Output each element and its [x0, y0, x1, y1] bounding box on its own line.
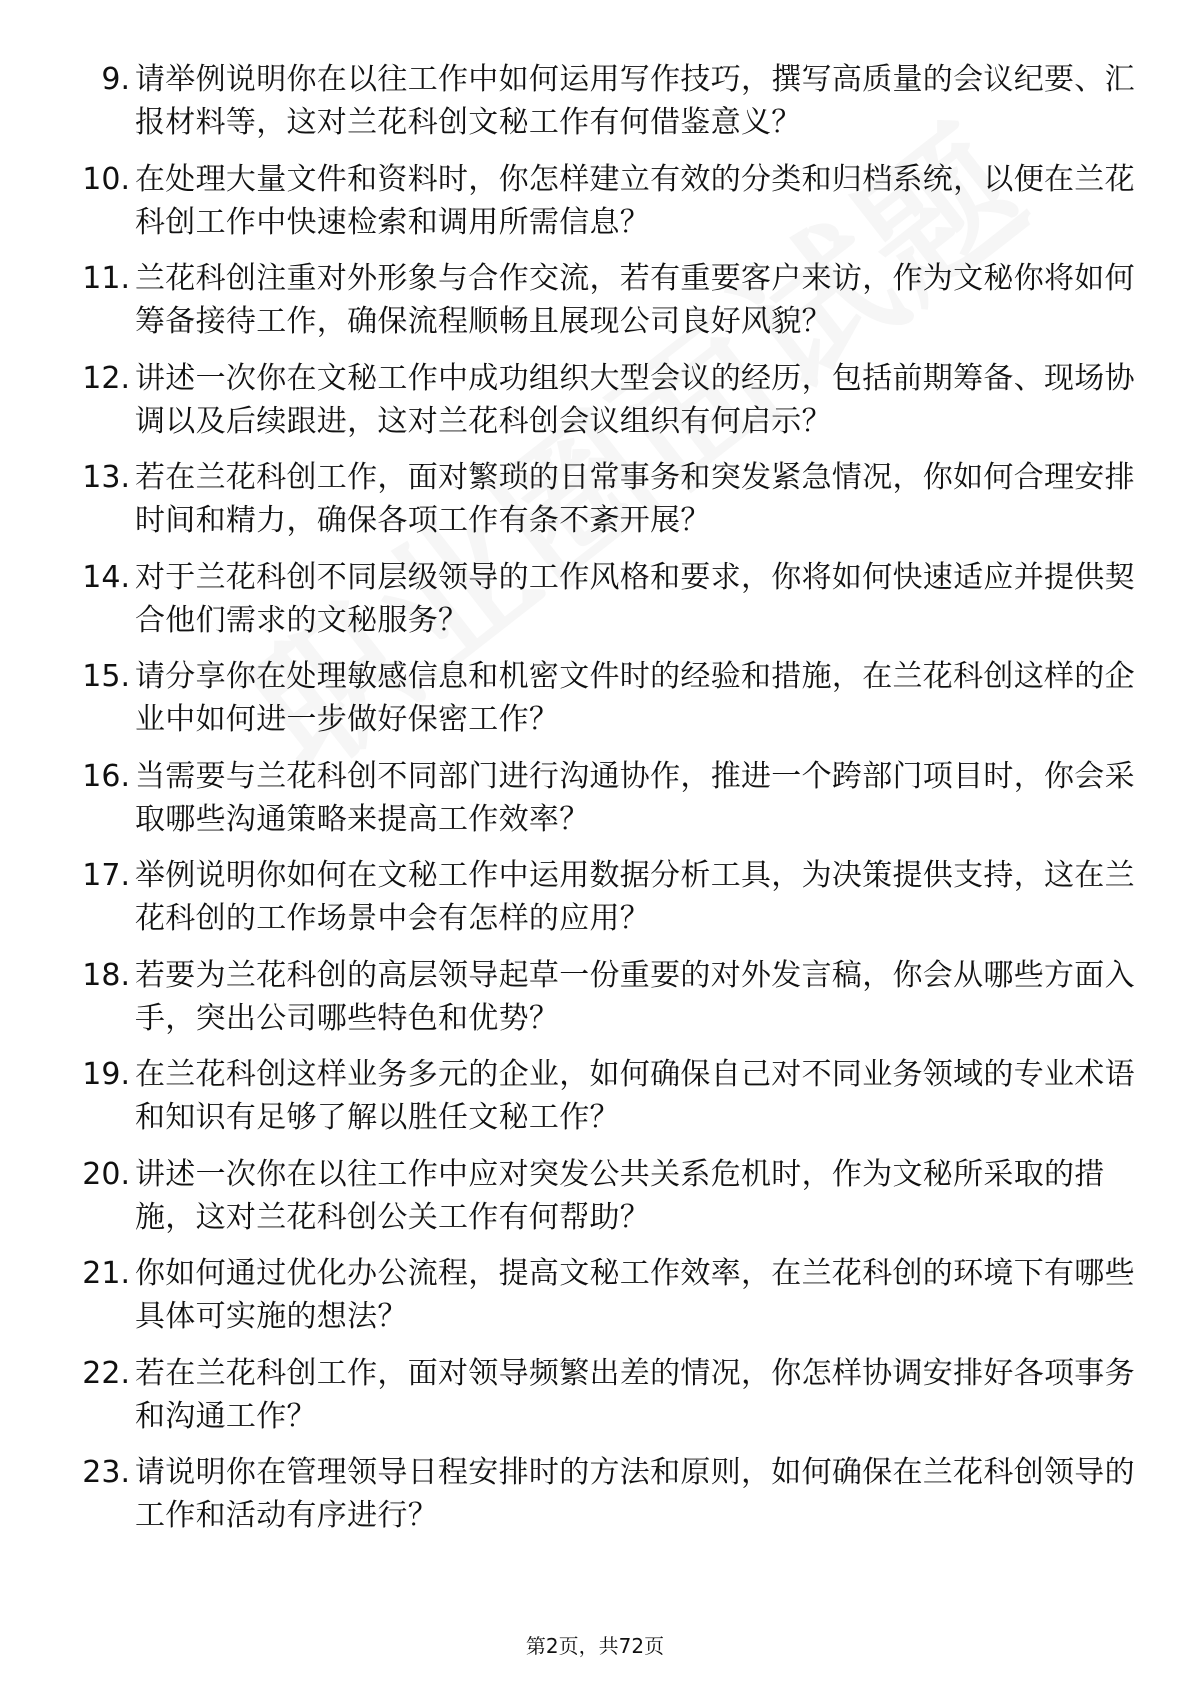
question-text: 请分享你在处理敏感信息和机密文件时的经验和措施，在兰花科创这样的企业中如何进一步做好保密工作？	[135, 659, 1135, 737]
question-number: 15.	[82, 659, 130, 694]
question-item	[0, 158, 1190, 254]
question-text: 若在兰花科创工作，面对领导频繁出差的情况，你怎样协调安排好各项事务和沟通工作？	[135, 1355, 1135, 1434]
page-footer	[0, 1634, 1190, 1658]
question-item	[0, 954, 1190, 1050]
question-text: 请举例说明你在以往工作中如何运用写作技巧，撰写高质量的会议纪要、汇报材料等，这对兰花科创文秘工作有何借鉴意义？	[135, 62, 1135, 140]
question-number: 22.	[82, 1355, 130, 1391]
question-number: 14.	[82, 559, 130, 595]
question-number: 12.	[82, 360, 130, 396]
question-text: 若要为兰花科创的高层领导起草一份重要的对外发言稿，你会从哪些方面入手，突出公司哪些特色和优势？	[135, 957, 1135, 1036]
question-item	[0, 1451, 1190, 1547]
question-number: 18.	[82, 957, 130, 993]
question-item	[0, 1252, 1190, 1348]
question-list	[0, 58, 1190, 1551]
question-item	[0, 1352, 1190, 1448]
question-number: 17.	[82, 858, 130, 893]
question-item	[0, 556, 1190, 652]
question-text: 在处理大量文件和资料时，你怎样建立有效的分类和归档系统，以便在兰花科创工作中快速检索和调用所需信息？	[135, 161, 1135, 240]
question-text: 你如何通过优化办公流程，提高文秘工作效率，在兰花科创的环境下有哪些具体可实施的想法？	[135, 1256, 1135, 1334]
question-text: 请说明你在管理领导日程安排时的方法和原则，如何确保在兰花科创领导的工作和活动有序进行？	[135, 1455, 1135, 1533]
question-item	[0, 357, 1190, 453]
question-number: 11.	[82, 261, 130, 296]
question-number: 21.	[82, 1256, 130, 1291]
question-item	[0, 257, 1190, 353]
question-number: 23.	[82, 1455, 130, 1490]
page-number: 第2页，共72页	[525, 1634, 665, 1658]
question-item	[0, 456, 1190, 552]
question-number: 16.	[82, 758, 130, 794]
question-text: 讲述一次你在以往工作中应对突发公共关系危机时，作为文秘所采取的措施，这对兰花科创公关工作有何帮助？	[135, 1156, 1105, 1235]
question-text: 当需要与兰花科创不同部门进行沟通协作，推进一个跨部门项目时，你会采取哪些沟通策略来提高工作效率？	[135, 758, 1135, 837]
question-text: 对于兰花科创不同层级领导的工作风格和要求，你将如何快速适应并提供契合他们需求的文秘服务？	[135, 559, 1135, 638]
question-text: 举例说明你如何在文秘工作中运用数据分析工具，为决策提供支持，这在兰花科创的工作场景中会有怎样的应用？	[135, 858, 1135, 936]
question-number: 10.	[82, 161, 130, 197]
question-text: 讲述一次你在文秘工作中成功组织大型会议的经历，包括前期筹备、现场协调以及后续跟进，这对兰花科创会议组织有何启示？	[135, 360, 1135, 439]
question-number: 19.	[82, 1057, 130, 1092]
question-number: 9.	[101, 62, 130, 97]
question-item	[0, 655, 1190, 751]
question-number: 13.	[82, 460, 130, 495]
question-item	[0, 1053, 1190, 1149]
question-text: 若在兰花科创工作，面对繁琐的日常事务和突发紧急情况，你如何合理安排时间和精力，确保各项工作有条不紊开展？	[135, 460, 1135, 538]
question-text: 在兰花科创这样业务多元的企业，如何确保自己对不同业务领域的专业术语和知识有足够了解以胜任文秘工作？	[135, 1057, 1135, 1135]
question-item	[0, 58, 1190, 154]
question-item	[0, 854, 1190, 950]
question-item	[0, 755, 1190, 851]
question-text: 兰花科创注重对外形象与合作交流，若有重要客户来访，作为文秘你将如何筹备接待工作，确保流程顺畅且展现公司良好风貌？	[135, 261, 1135, 339]
question-item	[0, 1153, 1190, 1249]
question-number: 20.	[82, 1156, 130, 1192]
